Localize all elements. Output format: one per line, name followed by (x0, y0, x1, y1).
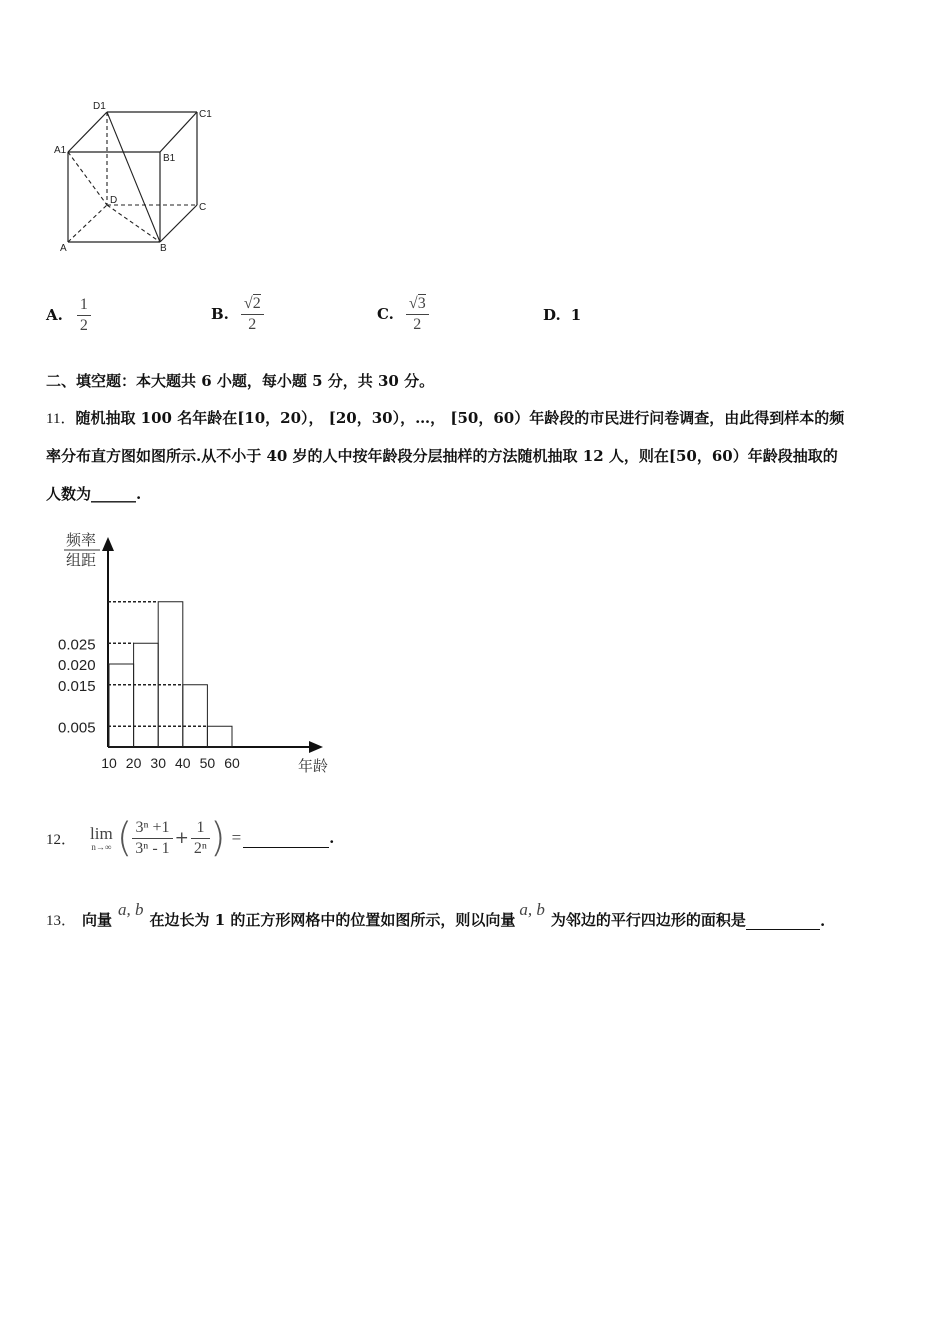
q12-frac2-num: 1 (196, 818, 205, 836)
histogram-bar-[50,60) (207, 726, 232, 747)
cube-label-d1: D1 (93, 101, 106, 112)
question-12-number: 12． (46, 831, 77, 848)
limit-operator (90, 825, 113, 852)
y-axis-label-bottom: 组距 (66, 552, 97, 569)
x-tick-label: 10 (101, 755, 117, 771)
q13-answer-blank[interactable] (746, 915, 820, 930)
y-axis-label-top: 频率 (66, 532, 97, 549)
question-11-line1 (46, 407, 844, 428)
question-13-text-3: 为邻边的平行四边形的面积是 (550, 911, 746, 929)
cube-label-c: C (199, 202, 207, 213)
option-c-letter: C. (377, 305, 394, 323)
x-tick-label: 30 (150, 755, 166, 771)
y-tick-label: 0.015 (58, 677, 96, 695)
y-tick-label: 0.025 (58, 636, 96, 654)
cube-label-b1: B1 (163, 153, 176, 164)
y-axis-arrow-icon (102, 537, 114, 551)
cube-label-c1: C1 (199, 109, 212, 120)
option-c-numerator (406, 295, 429, 313)
option-d-letter: D. (543, 306, 561, 324)
q12-frac1-den: 3ⁿ - 1 (135, 839, 170, 857)
histogram-bar-[20,30) (134, 643, 159, 747)
histogram-chart (50, 525, 350, 785)
x-tick-label: 40 (175, 755, 191, 771)
cube-label-d: D (110, 195, 118, 206)
x-axis-label: 年龄 (298, 758, 329, 775)
sqrt-symbol-icon: √ (408, 294, 418, 312)
question-13 (46, 898, 825, 930)
histogram-bar-[40,50) (183, 685, 208, 747)
q12-period: . (329, 829, 335, 847)
question-13-number: 13． (46, 913, 77, 929)
option-c-fraction (406, 295, 429, 334)
option-b-letter: B. (211, 305, 229, 323)
question-11-line2: 率分布直方图如图所示.从不小于 40 岁的人中按年龄段分层抽样的方法随机抽取 12 人，则在[50，60）年龄段抽取的 (46, 447, 838, 465)
histogram-bar-[30,40) (158, 602, 183, 747)
option-a (46, 290, 91, 340)
q12-frac2-den: 2ⁿ (193, 839, 207, 857)
option-d-value: 1 (570, 306, 582, 324)
question-13-text-1: 向量 (82, 911, 113, 929)
right-paren-icon: ) (209, 815, 226, 861)
vector-ab-1: a, b (118, 900, 144, 919)
question-11-text-1: 随机抽取 100 名年龄在[10，20）， [20，30），…， [50，60）年龄段的市民进行问卷调查，由此得到样本的频 (75, 409, 845, 427)
sqrt-symbol-icon: √ (243, 294, 253, 312)
vector-ab-2: a, b (519, 900, 545, 919)
histogram-bar-[10,20) (109, 664, 134, 747)
option-b-numerator (241, 295, 264, 313)
x-axis-arrow-icon (309, 741, 323, 753)
q12-frac1-num: 3ⁿ +1 (135, 818, 170, 836)
question-11-line3: 人数为______. (46, 485, 142, 503)
option-b-radicand: 2 (252, 294, 261, 312)
question-11-number: 11． (46, 411, 76, 427)
q12-equals: = (231, 828, 242, 847)
left-paren-icon: ( (116, 815, 133, 861)
option-c (377, 288, 429, 340)
option-a-letter: A. (46, 306, 63, 324)
x-tick-label: 50 (199, 755, 216, 771)
option-b-denominator: 2 (248, 315, 257, 333)
question-12 (46, 810, 334, 866)
limit-text: lim (90, 823, 113, 843)
limit-subscript: n→∞ (91, 841, 112, 852)
option-b (211, 288, 264, 340)
x-tick-label: 60 (224, 755, 240, 771)
q12-plus: + (174, 828, 189, 848)
option-a-denominator: 2 (79, 316, 88, 334)
option-d (543, 290, 581, 340)
y-tick-label: 0.020 (58, 657, 96, 674)
q12-answer-blank[interactable] (243, 829, 329, 848)
q13-period: . (819, 912, 826, 930)
option-c-radicand: 3 (417, 294, 426, 312)
cube-figure (50, 95, 220, 255)
option-a-fraction (77, 296, 91, 335)
cube-label-a: A (60, 243, 67, 254)
option-a-numerator: 1 (79, 295, 88, 313)
cube-label-a1: A1 (54, 145, 67, 156)
option-b-fraction (241, 295, 264, 334)
y-tick-label: 0.005 (58, 719, 96, 737)
cube-label-b: B (160, 243, 167, 254)
question-13-text-2: 在边长为 1 的正方形网格中的位置如图所示，则以向量 (149, 911, 516, 929)
q12-fraction-2 (191, 819, 210, 858)
q12-fraction-1 (132, 819, 172, 858)
option-c-denominator: 2 (413, 315, 422, 333)
x-tick-label: 20 (125, 755, 142, 771)
section-heading: 二、填空题：本大题共 6 小题，每小题 5 分，共 30 分。 (46, 372, 435, 390)
